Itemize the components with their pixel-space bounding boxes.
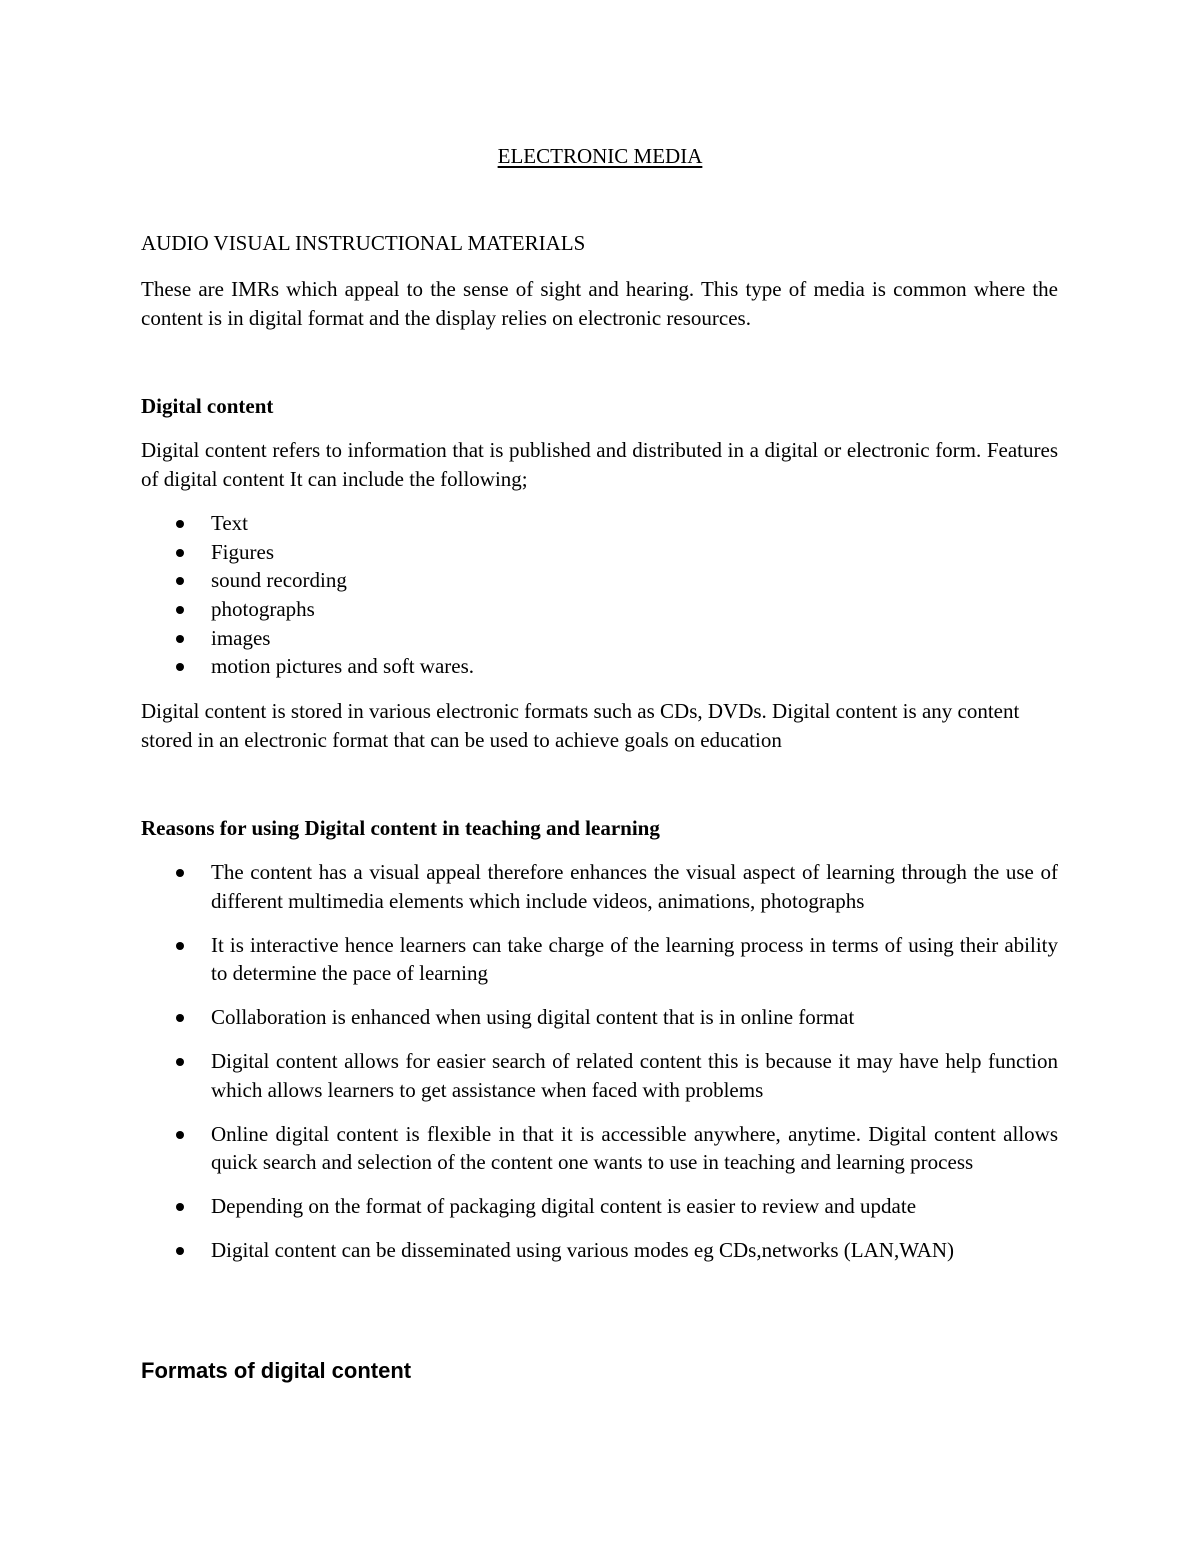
list-item xyxy=(141,652,1058,681)
bullet-icon xyxy=(176,1014,184,1022)
bullet-icon xyxy=(176,869,184,877)
list-item-text: The content has a visual appeal therefore enhances the visual aspect of learning through the use of different multimedia elements which include videos, animations, photographs xyxy=(211,860,1058,913)
bullet-icon xyxy=(176,577,184,585)
list-item-text: It is interactive hence learners can take charge of the learning process in terms of using their ability to determine the pace of learning xyxy=(211,932,1058,985)
list-item xyxy=(141,1236,1058,1265)
digital-content-list xyxy=(141,509,1058,681)
reasons-heading: Reasons for using Digital content in teaching and learning xyxy=(141,816,660,840)
bullet-icon xyxy=(176,635,184,643)
intro-paragraph: These are IMRs which appeal to the sense of sight and hearing. This type of media is common where the content is in digital format and the display relies on electronic resources. xyxy=(141,277,1058,330)
formats-heading: Formats of digital content xyxy=(141,1358,412,1383)
list-item xyxy=(141,509,1058,538)
list-item-text: Digital content allows for easier search of related content this is because it may have help function which allows learners to get assistance when faced with problems xyxy=(211,1049,1058,1102)
list-item-text: Depending on the format of packaging digital content is easier to review and update xyxy=(211,1194,917,1218)
list-item xyxy=(141,538,1058,567)
digital-content-heading: Digital content xyxy=(141,394,274,418)
list-item-text: photographs xyxy=(211,597,315,622)
bullet-icon xyxy=(176,942,184,950)
list-item xyxy=(141,1120,1058,1177)
list-item xyxy=(141,931,1058,988)
list-item-text: Collaboration is enhanced when using digital content that is in online format xyxy=(211,1005,855,1029)
list-item-text: Figures xyxy=(211,539,274,564)
bullet-icon xyxy=(176,549,184,557)
reasons-list xyxy=(141,858,1058,1280)
bullet-icon xyxy=(176,1131,184,1139)
list-item xyxy=(141,595,1058,624)
stored-paragraph: Digital content is stored in various electronic formats such as CDs, DVDs. Digital content is any content stored in an electronic format that can be used to achieve goals on education xyxy=(141,699,1020,752)
list-item-text: Text xyxy=(211,511,249,535)
document-title: ELECTRONIC MEDIA xyxy=(497,144,703,168)
digital-content-paragraph: Digital content refers to information that is published and distributed in a digital or electronic form. Features of digital content It can include the following; xyxy=(141,438,1058,491)
list-item-text: images xyxy=(211,625,271,650)
list-item-text: Online digital content is flexible in that it is accessible anywhere, anytime. Digital content allows quick search and selection of the content one wants to use in teaching and learning process xyxy=(211,1121,1058,1174)
bullet-icon xyxy=(176,1247,184,1255)
list-item-text: sound recording xyxy=(211,568,347,593)
bullet-icon xyxy=(176,520,184,528)
bullet-icon xyxy=(176,663,184,671)
list-item-text: motion pictures and soft wares. xyxy=(211,654,475,679)
list-item xyxy=(141,566,1058,595)
list-item xyxy=(141,1047,1058,1104)
list-item-text: Digital content can be disseminated using various modes eg CDs,networks (LAN,WAN) xyxy=(211,1238,955,1262)
bullet-icon xyxy=(176,1058,184,1066)
list-item xyxy=(141,624,1058,653)
list-item xyxy=(141,858,1058,915)
list-item xyxy=(141,1192,1058,1221)
bullet-icon xyxy=(176,1203,184,1211)
bullet-icon xyxy=(176,606,184,614)
section-heading: AUDIO VISUAL INSTRUCTIONAL MATERIALS xyxy=(141,231,586,255)
list-item xyxy=(141,1003,1058,1032)
